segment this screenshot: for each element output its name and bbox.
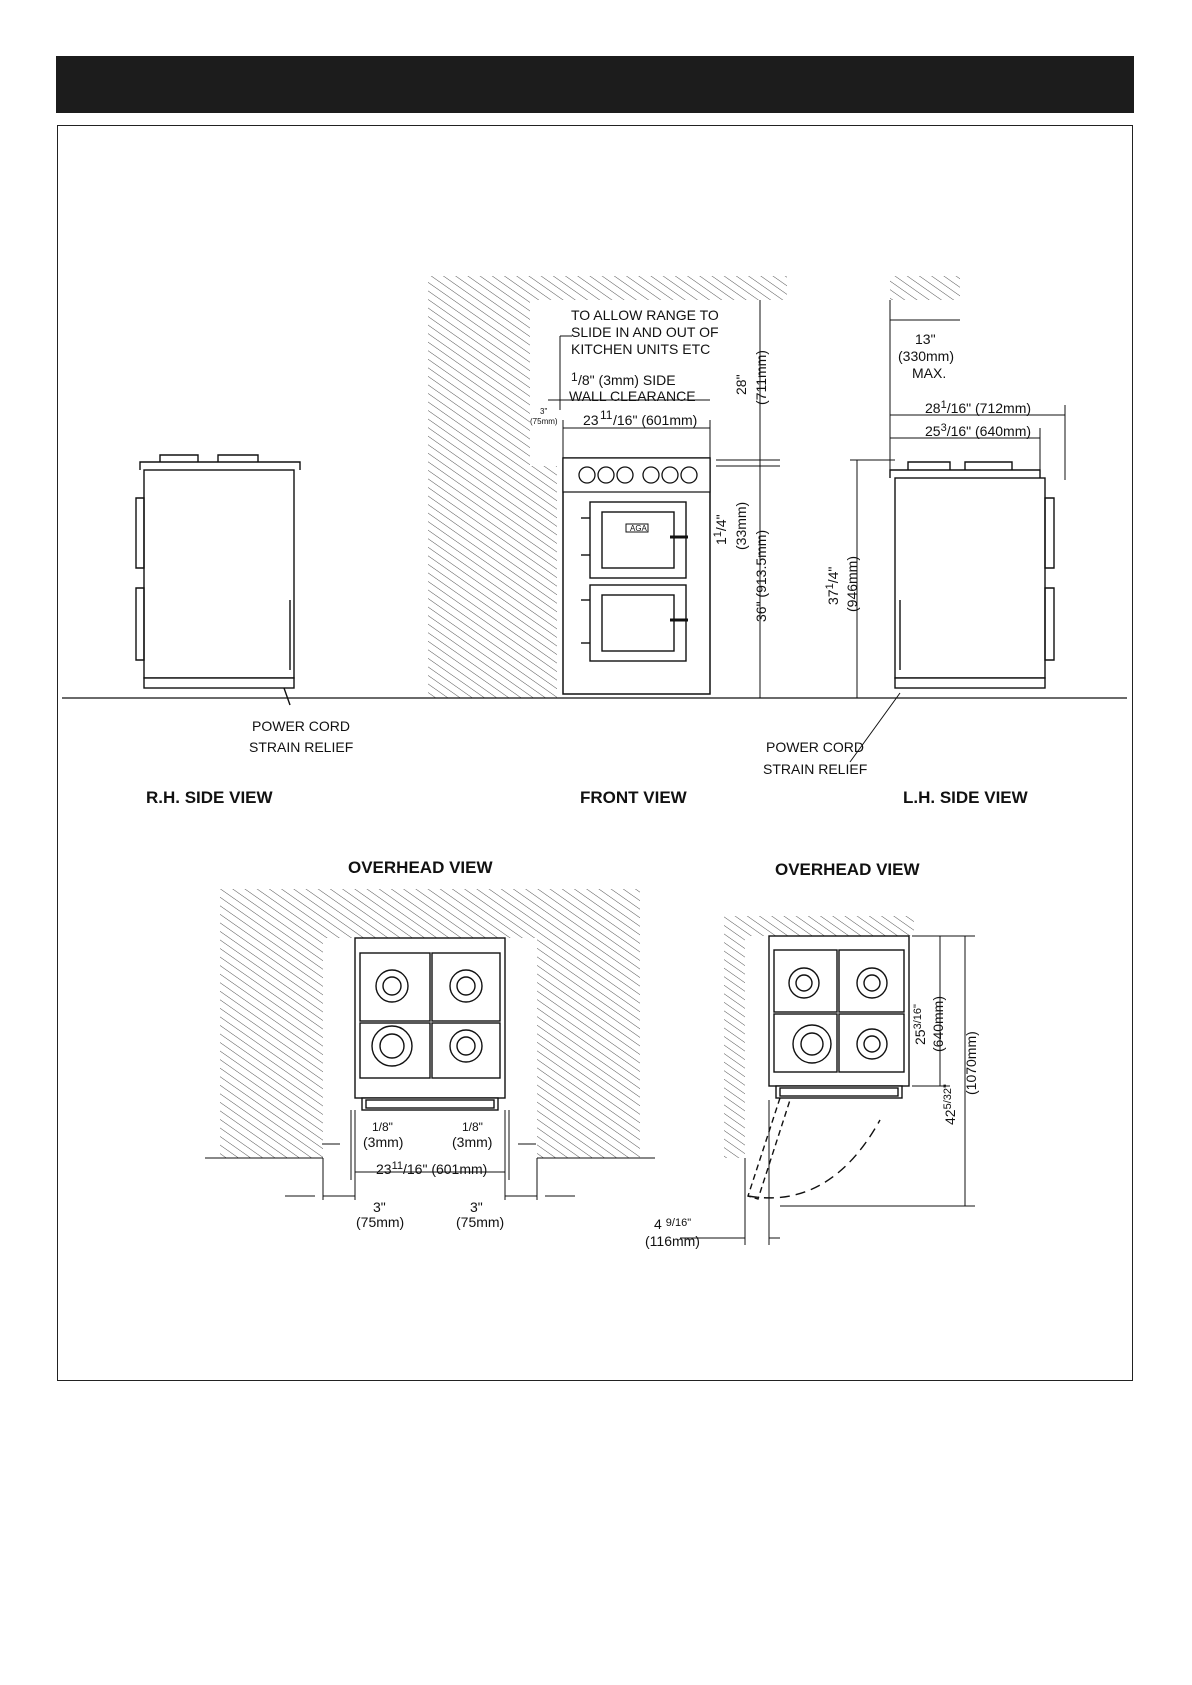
oh-eighth-right: 1/8" <box>462 1120 483 1134</box>
front-28-label: 28" <box>733 374 749 395</box>
oh2-116-label: (116mm) <box>645 1233 700 1249</box>
oh2-4-label: 4 $^{9/16"}$ <box>654 1216 692 1232</box>
power-cord-2-line-2: STRAIN RELIEF <box>763 761 868 777</box>
lh-28-label: $28^1/16$" (712mm) <box>925 399 1032 416</box>
lh-330-label: (330mm) <box>898 348 955 364</box>
overhead-view-2-title: OVERHEAD VIEW <box>775 860 920 879</box>
allow-range-line-1: TO ALLOW RANGE TO <box>571 307 719 323</box>
front-114-label: $1^1/4$" <box>712 514 729 545</box>
lh-25-label: $25^3/16$" (640mm) <box>925 422 1032 439</box>
power-cord-1-line-2: STRAIN RELIEF <box>249 739 354 755</box>
lh-ceiling-hatch <box>890 276 960 300</box>
front-width-rest: /16" (601mm) <box>613 412 698 428</box>
oh2-25-label: $25^{3/16"}$ <box>912 1004 928 1045</box>
lh-side-view-title: L.H. SIDE VIEW <box>903 788 1028 807</box>
oh-75-left: (75mm) <box>356 1214 405 1230</box>
side-wall-line-1: /8" (3mm) SIDE <box>578 372 676 388</box>
rh-side-view <box>136 455 300 705</box>
front-36-label: 36" (913.5mm) <box>753 529 769 622</box>
overhead-view-2 <box>645 916 979 1249</box>
oh-3mm-right: (3mm) <box>452 1134 493 1150</box>
brand-badge: AGA <box>630 524 647 533</box>
lh-946-label: (946mm) <box>844 555 860 612</box>
front-75mm-label: (75mm) <box>530 417 558 426</box>
lh-side-view <box>824 276 1065 762</box>
lh-37-label: $37^1/4$" <box>824 566 841 605</box>
oh-75-right: (75mm) <box>456 1214 505 1230</box>
side-wall-frac: 1 <box>571 370 578 384</box>
oh2-640-label: (640mm) <box>930 995 946 1052</box>
range-body-front <box>563 458 710 694</box>
front-view-title: FRONT VIEW <box>580 788 687 807</box>
power-cord-2-line-1: POWER CORD <box>766 739 864 755</box>
side-wall-line-2: WALL CLEARANCE <box>569 388 696 404</box>
allow-range-line-2: SLIDE IN AND OUT OF <box>571 324 719 340</box>
front-view <box>428 276 787 698</box>
front-width-whole: 23 <box>583 412 599 428</box>
front-3in-label: 3" <box>540 407 548 416</box>
oh-eighth-left: 1/8" <box>372 1120 393 1134</box>
oh-3in-left: 3" <box>373 1199 386 1215</box>
front-711-label: (711mm) <box>753 350 769 405</box>
rh-side-view-title: R.H. SIDE VIEW <box>146 788 273 807</box>
oh2-1070-label: (1070mm) <box>963 1031 979 1095</box>
oh2-42-label: $42^{5/32"}$ <box>942 1084 958 1125</box>
overhead-view-1 <box>205 889 655 1230</box>
overhead-view-1-title: OVERHEAD VIEW <box>348 858 493 877</box>
oh-3in-right: 3" <box>470 1199 483 1215</box>
front-33-label: (33mm) <box>733 501 749 550</box>
lh-max-label: MAX. <box>912 365 947 381</box>
power-cord-1-line-1: POWER CORD <box>252 718 350 734</box>
oh-width-label: $23^{11}/16$" (601mm) <box>376 1160 488 1177</box>
front-width-frac: 11 <box>600 408 613 422</box>
oh-3mm-left: (3mm) <box>363 1134 404 1150</box>
allow-range-line-3: KITCHEN UNITS ETC <box>571 341 711 357</box>
lh-13-label: 13" <box>915 331 936 347</box>
